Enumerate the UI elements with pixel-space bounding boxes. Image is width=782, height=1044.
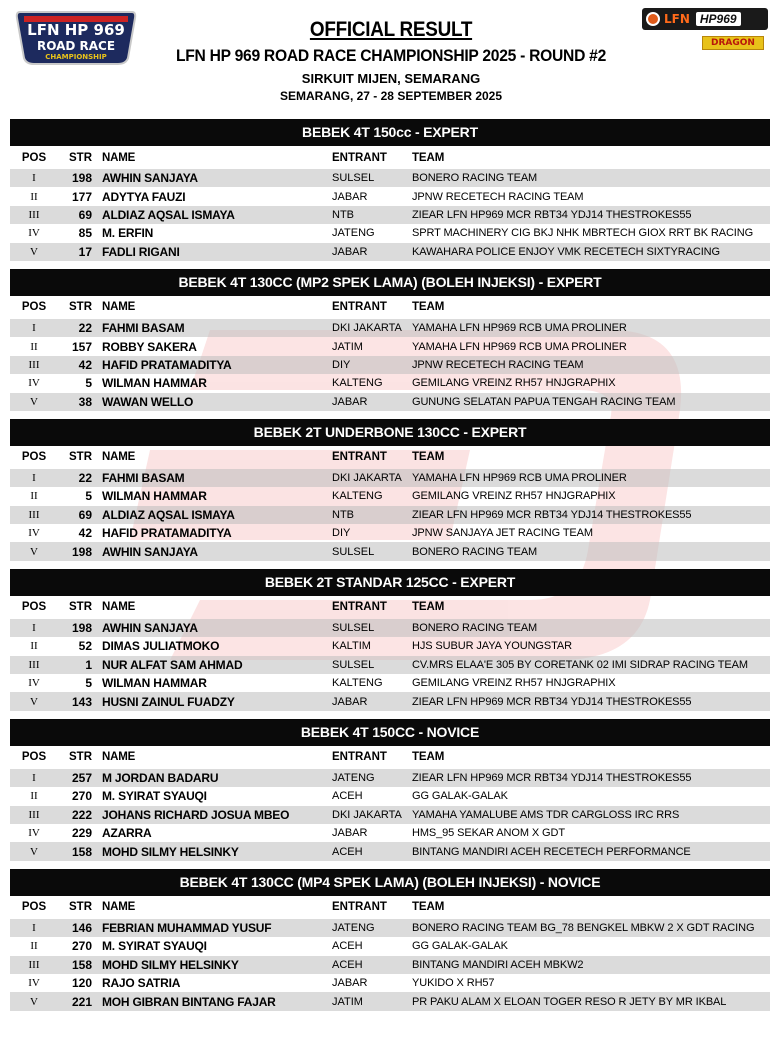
cell-team: ZIEAR LFN HP969 MCR RBT34 YDJ14 THESTROKES55: [412, 508, 692, 521]
cell-str: 157: [71, 339, 92, 354]
cell-team: YAMAHA YAMALUBE AMS TDR CARGLOSS IRC RRS: [412, 808, 680, 821]
table-row: [10, 787, 770, 805]
cell-team: BONERO RACING TEAM BG_78 BENGKEL MBKW 2 X GDT RACING: [412, 921, 755, 934]
cell-pos: II: [30, 340, 38, 353]
cell-str: 5: [85, 676, 92, 691]
cell-entrant: KALTENG: [332, 490, 383, 503]
cell-pos: I: [32, 622, 36, 635]
cell-str: 198: [71, 621, 92, 636]
table-row: [10, 824, 770, 842]
cell-name: FADLI RIGANI: [102, 244, 180, 259]
cell-str: 5: [85, 489, 92, 504]
cell-name: JOHANS RICHARD JOSUA MBEO: [102, 807, 290, 822]
cell-pos: V: [30, 845, 38, 858]
cell-pos: IV: [28, 977, 40, 990]
cell-entrant: DIY: [332, 358, 351, 371]
cell-str: 1: [85, 657, 92, 672]
lfn-logo-text: LFN: [664, 12, 690, 26]
cell-str: 22: [78, 321, 92, 336]
cell-pos: I: [32, 472, 36, 485]
cell-name: HUSNI ZAINUL FUADZY: [102, 694, 235, 709]
cell-name: HAFID PRATAMADITYA: [102, 526, 232, 541]
cell-team: GEMILANG VREINZ RH57 HNJGRAPHIX: [412, 490, 616, 503]
cell-name: M JORDAN BADARU: [102, 771, 219, 785]
cell-str: 38: [78, 394, 92, 409]
column-header-entrant: ENTRANT: [332, 451, 387, 464]
table-row: [10, 769, 770, 787]
column-header-pos: POS: [21, 901, 47, 914]
cell-pos: V: [30, 995, 38, 1008]
cell-str: 22: [78, 471, 92, 486]
category-title: BEBEK 4T 150cc - EXPERT: [10, 119, 770, 146]
sponsor-logos: [642, 8, 768, 50]
table-row: [10, 919, 770, 937]
column-header-row: [10, 296, 770, 319]
logo-line-1: LFN HP 969: [27, 21, 125, 39]
table-row: [10, 187, 770, 205]
cell-str: 177: [71, 189, 92, 204]
cell-pos: V: [30, 395, 38, 408]
event-date: SEMARANG, 27 - 28 SEPTEMBER 2025: [279, 89, 503, 103]
table-row: [10, 356, 770, 374]
cell-pos: II: [30, 190, 38, 203]
cell-str: 198: [71, 544, 92, 559]
result-section: [10, 419, 770, 561]
table-row: [10, 374, 770, 392]
cell-entrant: NTB: [332, 508, 354, 521]
cell-name: ALDIAZ AQSAL ISMAYA: [102, 507, 235, 522]
cell-entrant: SULSEL: [332, 658, 375, 671]
table-row: [10, 806, 770, 824]
cell-str: 143: [71, 694, 92, 709]
cell-name: MOH GIBRAN BINTANG FAJAR: [102, 994, 276, 1009]
cell-entrant: JATENG: [332, 772, 375, 784]
cell-team: GG GALAK-GALAK: [412, 940, 508, 953]
cell-str: 69: [78, 207, 92, 222]
table-row: [10, 524, 770, 542]
cell-name: M. ERFIN: [102, 226, 154, 241]
result-section: [10, 569, 770, 711]
cell-entrant: KALTENG: [332, 377, 383, 390]
column-header-str: STR: [69, 451, 92, 464]
cell-team: BINTANG MANDIRI ACEH RECETECH PERFORMANCE: [412, 845, 691, 858]
cell-name: WILMAN HAMMAR: [102, 676, 207, 691]
cell-name: MOHD SILMY HELSINKY: [102, 957, 239, 972]
cell-str: 69: [78, 507, 92, 522]
cell-name: FAHMI BASAM: [102, 471, 185, 486]
document-header: [0, 0, 782, 118]
logo-line-3: CHAMPIONSHIP: [45, 53, 107, 61]
column-header-team: TEAM: [412, 301, 445, 314]
cell-team: ZIEAR LFN HP969 MCR RBT34 YDJ14 THESTROKES55: [412, 772, 692, 784]
cell-entrant: JABAR: [332, 827, 368, 840]
cell-team: CV.MRS ELAA'E 305 BY CORETANK 02 IMI SIDRAP RACING TEAM: [412, 658, 748, 671]
column-header-str: STR: [69, 151, 92, 164]
column-header-name: NAME: [102, 301, 136, 314]
cell-str: 5: [85, 376, 92, 391]
cell-team: GUNUNG SELATAN PAPUA TENGAH RACING TEAM: [412, 395, 676, 408]
column-header-pos: POS: [21, 751, 47, 764]
cell-str: 17: [78, 244, 92, 259]
cell-name: FAHMI BASAM: [102, 321, 185, 336]
cell-entrant: JABAR: [332, 977, 368, 990]
cell-pos: V: [30, 245, 38, 258]
column-header-row: [10, 896, 770, 919]
cell-entrant: JABAR: [332, 695, 368, 708]
cell-entrant: SULSEL: [332, 172, 375, 185]
cell-pos: II: [30, 940, 38, 953]
table-row: [10, 243, 770, 261]
cell-pos: III: [28, 658, 40, 671]
cell-team: YUKIDO X RH57: [412, 977, 495, 990]
cell-entrant: JABAR: [332, 245, 368, 258]
cell-str: 257: [71, 771, 92, 785]
table-row: [10, 674, 770, 692]
cell-team: ZIEAR LFN HP969 MCR RBT34 YDJ14 THESTROKES55: [412, 695, 692, 708]
column-header-name: NAME: [102, 151, 136, 164]
cell-team: HJS SUBUR JAYA YOUNGSTAR: [412, 640, 572, 653]
cell-pos: IV: [28, 377, 40, 390]
lfn-hp969-logo: [642, 8, 768, 30]
cell-entrant: JATIM: [332, 995, 363, 1008]
table-row: [10, 692, 770, 710]
category-title: BEBEK 4T 130CC (MP2 SPEK LAMA) (BOLEH INJEKSI) - EXPERT: [10, 269, 770, 296]
table-row: [10, 937, 770, 955]
cell-name: RAJO SATRIA: [102, 976, 181, 991]
column-header-row: [10, 596, 770, 619]
cell-team: GEMILANG VREINZ RH57 HNJGRAPHIX: [412, 377, 616, 390]
column-header-row: [10, 446, 770, 469]
cell-name: AWHIN SANJAYA: [102, 544, 198, 559]
column-header-pos: POS: [21, 301, 47, 314]
category-title: BEBEK 2T UNDERBONE 130CC - EXPERT: [10, 419, 770, 446]
column-header-name: NAME: [102, 901, 136, 914]
column-header-team: TEAM: [412, 451, 445, 464]
result-section: [10, 119, 770, 261]
cell-name: ROBBY SAKERA: [102, 339, 197, 354]
table-row: [10, 206, 770, 224]
cell-team: YAMAHA LFN HP969 RCB UMA PROLINER: [412, 322, 627, 335]
cell-str: 85: [78, 226, 92, 241]
column-header-team: TEAM: [412, 601, 445, 614]
column-header-entrant: ENTRANT: [332, 151, 387, 164]
cell-pos: II: [30, 490, 38, 503]
column-header-team: TEAM: [412, 151, 445, 164]
table-row: [10, 506, 770, 524]
column-header-row: [10, 146, 770, 169]
results-list: [10, 119, 770, 1019]
column-header-entrant: ENTRANT: [332, 751, 387, 764]
cell-pos: I: [32, 172, 36, 185]
cell-str: 198: [71, 171, 92, 186]
cell-team: GG GALAK-GALAK: [412, 790, 508, 803]
cell-entrant: ACEH: [332, 790, 363, 803]
cell-entrant: DKI JAKARTA: [332, 322, 402, 335]
cell-str: 158: [71, 957, 92, 972]
cell-pos: III: [28, 958, 40, 971]
cell-entrant: DKI JAKARTA: [332, 472, 402, 485]
category-title: BEBEK 4T 130CC (MP4 SPEK LAMA) (BOLEH INJEKSI) - NOVICE: [10, 869, 770, 896]
page-title: OFFICIAL RESULT: [309, 18, 473, 41]
table-row: [10, 637, 770, 655]
logo-line-2: ROAD RACE: [36, 39, 116, 53]
table-row: [10, 224, 770, 242]
column-header-name: NAME: [102, 451, 136, 464]
column-header-entrant: ENTRANT: [332, 901, 387, 914]
cell-team: PR PAKU ALAM X ELOAN TOGER RESO R JETY BY MR IKBAL: [412, 995, 727, 1008]
cell-pos: I: [32, 772, 36, 784]
column-header-name: NAME: [102, 601, 136, 614]
cell-team: GEMILANG VREINZ RH57 HNJGRAPHIX: [412, 677, 616, 690]
cell-name: AWHIN SANJAYA: [102, 171, 198, 186]
cell-str: 221: [71, 994, 92, 1009]
lfn-circle-icon: [646, 12, 660, 26]
cell-entrant: JATENG: [332, 921, 375, 934]
column-header-name: NAME: [102, 751, 136, 764]
cell-entrant: JABAR: [332, 395, 368, 408]
cell-entrant: KALTIM: [332, 640, 371, 653]
cell-entrant: ACEH: [332, 940, 363, 953]
column-header-team: TEAM: [412, 901, 445, 914]
dragon-logo: DRAGON: [702, 36, 764, 50]
cell-team: JPNW RECETECH RACING TEAM: [412, 358, 584, 371]
column-header-team: TEAM: [412, 751, 445, 764]
table-row: [10, 393, 770, 411]
cell-name: AZARRA: [102, 826, 152, 841]
cell-str: 42: [78, 357, 92, 372]
cell-team: JPNW SANJAYA JET RACING TEAM: [412, 527, 593, 540]
cell-entrant: SULSEL: [332, 622, 375, 635]
cell-name: FEBRIAN MUHAMMAD YUSUF: [102, 920, 272, 935]
table-row: [10, 974, 770, 992]
cell-pos: V: [30, 545, 38, 558]
result-section: [10, 269, 770, 411]
cell-entrant: SULSEL: [332, 545, 375, 558]
cell-pos: IV: [28, 827, 40, 840]
cell-name: ADYTYA FAUZI: [102, 189, 186, 204]
table-row: [10, 469, 770, 487]
cell-pos: I: [32, 921, 36, 934]
cell-entrant: JABAR: [332, 190, 368, 203]
cell-entrant: KALTENG: [332, 677, 383, 690]
cell-team: BONERO RACING TEAM: [412, 545, 538, 558]
hp969-logo-text: HP969: [696, 12, 741, 26]
cell-name: HAFID PRATAMADITYA: [102, 357, 232, 372]
cell-entrant: DIY: [332, 527, 351, 540]
venue: SIRKUIT MIJEN, SEMARANG: [301, 71, 481, 86]
table-row: [10, 319, 770, 337]
cell-name: MOHD SILMY HELSINKY: [102, 844, 239, 859]
cell-team: SPRT MACHINERY CIG BKJ NHK MBRTECH GIOX RRT BK RACING: [412, 227, 754, 240]
cell-team: JPNW RECETECH RACING TEAM: [412, 190, 584, 203]
cell-team: YAMAHA LFN HP969 RCB UMA PROLINER: [412, 340, 627, 353]
cell-pos: I: [32, 322, 36, 335]
cell-str: 146: [71, 920, 92, 935]
cell-name: M. SYIRAT SYAUQI: [102, 789, 207, 804]
cell-entrant: DKI JAKARTA: [332, 808, 402, 821]
cell-str: 270: [71, 939, 92, 954]
cell-name: ALDIAZ AQSAL ISMAYA: [102, 207, 235, 222]
table-row: [10, 956, 770, 974]
event-title: LFN HP 969 ROAD RACE CHAMPIONSHIP 2025 - ROUND #2: [175, 46, 607, 65]
cell-str: 120: [71, 976, 92, 991]
column-header-str: STR: [69, 301, 92, 314]
cell-pos: II: [30, 640, 38, 653]
column-header-str: STR: [69, 901, 92, 914]
column-header-str: STR: [69, 601, 92, 614]
cell-name: M. SYIRAT SYAUQI: [102, 939, 207, 954]
cell-pos: III: [28, 358, 40, 371]
cell-pos: III: [28, 808, 40, 821]
cell-pos: III: [28, 208, 40, 221]
column-header-pos: POS: [21, 151, 47, 164]
column-header-entrant: ENTRANT: [332, 601, 387, 614]
cell-name: WILMAN HAMMAR: [102, 489, 207, 504]
category-title: BEBEK 2T STANDAR 125CC - EXPERT: [10, 569, 770, 596]
table-row: [10, 656, 770, 674]
cell-entrant: JATIM: [332, 340, 363, 353]
cell-pos: IV: [28, 527, 40, 540]
column-header-pos: POS: [21, 601, 47, 614]
table-row: [10, 337, 770, 355]
cell-pos: V: [30, 695, 38, 708]
cell-str: 270: [71, 789, 92, 804]
cell-str: 52: [78, 639, 92, 654]
cell-pos: II: [30, 790, 38, 803]
cell-str: 42: [78, 526, 92, 541]
cell-team: KAWAHARA POLICE ENJOY VMK RECETECH SIXTYRACING: [412, 245, 720, 258]
cell-name: NUR ALFAT SAM AHMAD: [102, 657, 243, 672]
cell-name: WILMAN HAMMAR: [102, 376, 207, 391]
column-header-entrant: ENTRANT: [332, 301, 387, 314]
cell-entrant: ACEH: [332, 958, 363, 971]
cell-name: WAWAN WELLO: [102, 394, 194, 409]
table-row: [10, 487, 770, 505]
cell-str: 229: [71, 826, 92, 841]
cell-team: YAMAHA LFN HP969 RCB UMA PROLINER: [412, 472, 627, 485]
cell-pos: III: [28, 508, 40, 521]
cell-team: BONERO RACING TEAM: [412, 622, 538, 635]
cell-str: 158: [71, 844, 92, 859]
cell-str: 222: [71, 807, 92, 822]
column-header-str: STR: [69, 751, 92, 764]
cell-entrant: ACEH: [332, 845, 363, 858]
cell-entrant: NTB: [332, 208, 354, 221]
cell-team: BONERO RACING TEAM: [412, 172, 538, 185]
cell-pos: IV: [28, 677, 40, 690]
cell-team: BINTANG MANDIRI ACEH MBKW2: [412, 958, 584, 971]
result-section: [10, 719, 770, 861]
table-row: [10, 169, 770, 187]
table-row: [10, 542, 770, 560]
category-title: BEBEK 4T 150CC - NOVICE: [10, 719, 770, 746]
result-section: [10, 869, 770, 1011]
column-header-row: [10, 746, 770, 769]
cell-name: DIMAS JULIATMOKO: [102, 639, 220, 654]
cell-team: ZIEAR LFN HP969 MCR RBT34 YDJ14 THESTROKES55: [412, 208, 692, 221]
table-row: [10, 619, 770, 637]
table-row: [10, 842, 770, 860]
cell-entrant: JATENG: [332, 227, 375, 240]
cell-pos: IV: [28, 227, 40, 240]
cell-name: AWHIN SANJAYA: [102, 621, 198, 636]
cell-team: HMS_95 SEKAR ANOM X GDT: [412, 827, 565, 840]
column-header-pos: POS: [21, 451, 47, 464]
table-row: [10, 992, 770, 1010]
